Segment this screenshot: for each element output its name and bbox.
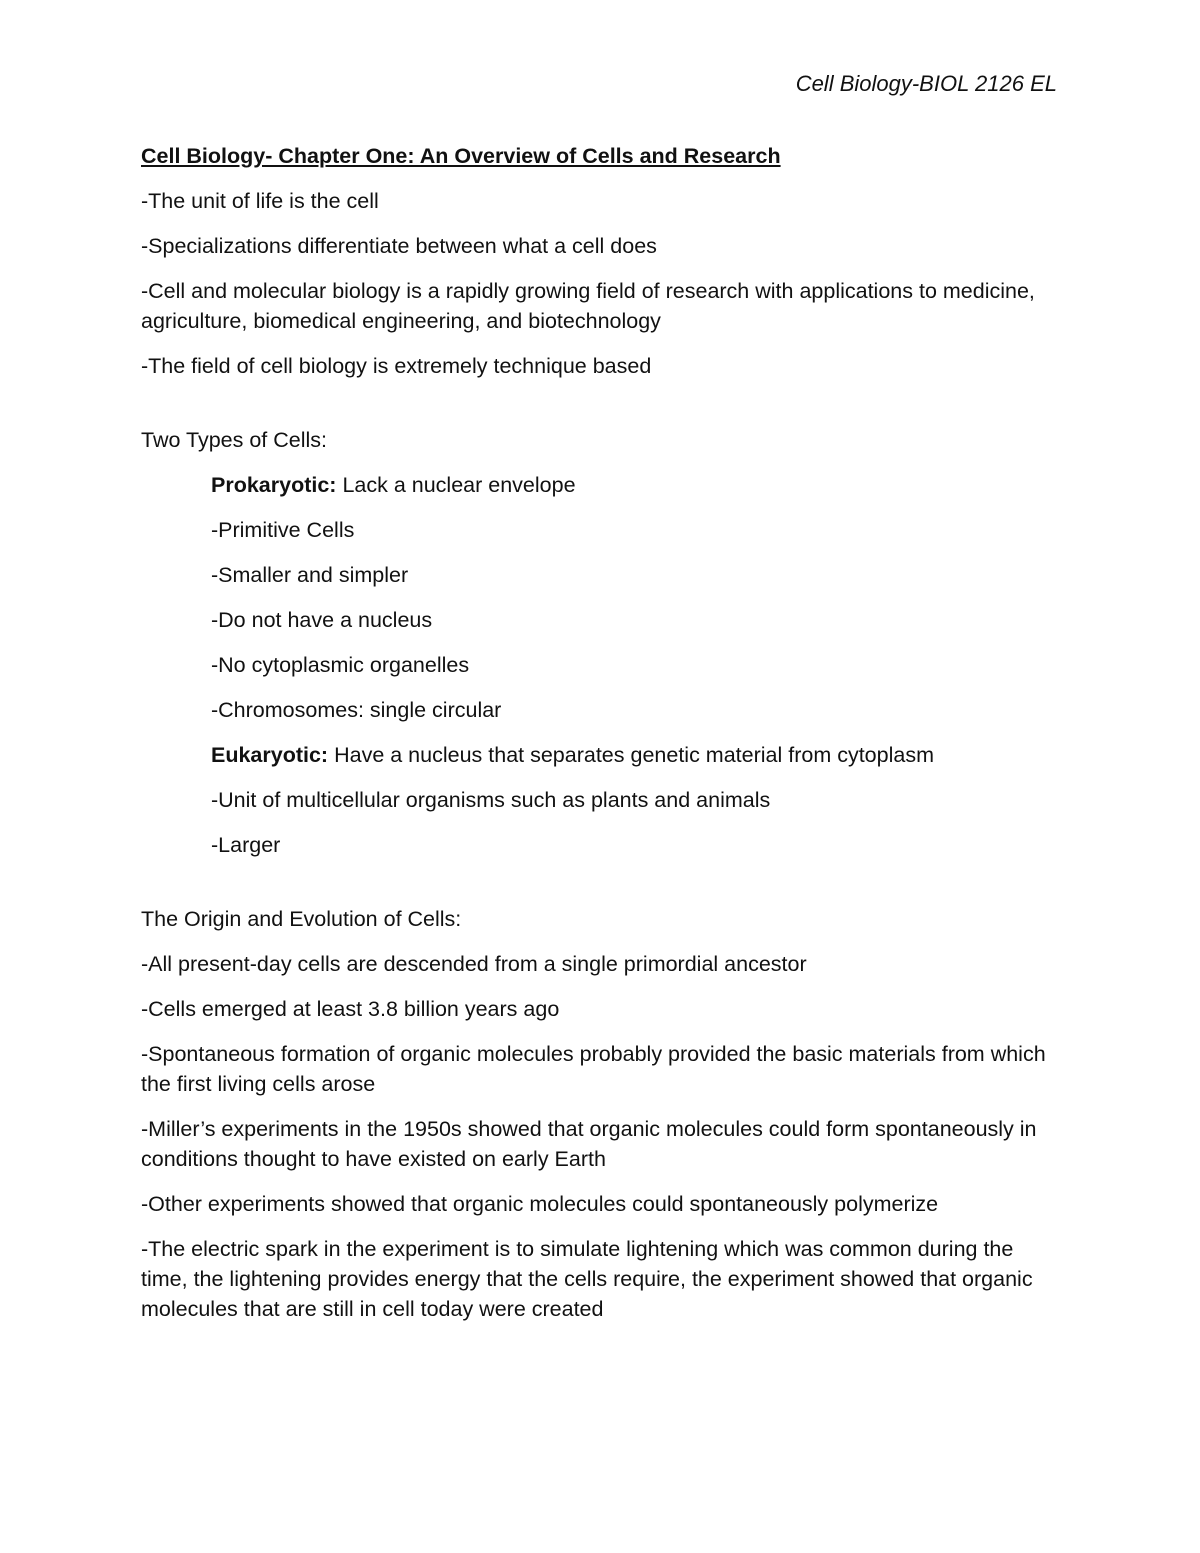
origin-line: -Spontaneous formation of organic molecules probably provided the basic materials from which the first living cells arose: [141, 1042, 1046, 1096]
document-body: [141, 141, 1061, 1339]
section-spacer: [141, 396, 1061, 425]
origin-line: -Miller’s experiments in the 1950s showed that organic molecules could form spontaneously in conditions thought to have existed on early Earth: [141, 1117, 1037, 1171]
eukaryotic-definition: [141, 740, 1061, 770]
origin-heading: The Origin and Evolution of Cells:: [141, 907, 462, 931]
prokaryotic-point: -Do not have a nucleus: [211, 608, 433, 632]
prokaryotic-point: -Chromosomes: single circular: [211, 698, 502, 722]
origin-line: -Other experiments showed that organic molecules could spontaneously polymerize: [141, 1192, 939, 1216]
eukaryotic-label: Eukaryotic:: [211, 743, 329, 767]
eukaryotic-point: -Larger: [211, 833, 281, 857]
prokaryotic-point: -Primitive Cells: [211, 518, 355, 542]
intro-line: -Cell and molecular biology is a rapidly growing field of research with applications to medicine, agriculture, biomedical engineering, and biotechnology: [141, 279, 1035, 333]
origin-line: -All present-day cells are descended from a single primordial ancestor: [141, 952, 807, 976]
page-header-course: Cell Biology-BIOL 2126 EL: [795, 71, 1057, 96]
intro-line: -The unit of life is the cell: [141, 189, 379, 213]
eukaryotic-point: -Unit of multicellular organisms such as plants and animals: [211, 788, 771, 812]
intro-line: -Specializations differentiate between what a cell does: [141, 234, 657, 258]
prokaryotic-label: Prokaryotic:: [211, 473, 337, 497]
prokaryotic-definition: [141, 470, 1061, 500]
prokaryotic-point: -Smaller and simpler: [211, 563, 409, 587]
prokaryotic-point: -No cytoplasmic organelles: [211, 653, 470, 677]
prokaryotic-text: Lack a nuclear envelope: [336, 473, 576, 497]
origin-line: -The electric spark in the experiment is to simulate lightening which was common during the time, the lightening provides energy that the cells require, the experiment showed that organic molecules that are still in cell today were created: [141, 1237, 1033, 1321]
types-heading: Two Types of Cells:: [141, 428, 328, 452]
section-spacer: [141, 875, 1061, 904]
origin-line: -Cells emerged at least 3.8 billion years ago: [141, 997, 560, 1021]
eukaryotic-text: Have a nucleus that separates genetic material from cytoplasm: [328, 743, 934, 767]
document-title: Cell Biology- Chapter One: An Overview of Cells and Research: [141, 144, 781, 168]
intro-line: -The field of cell biology is extremely technique based: [141, 354, 652, 378]
